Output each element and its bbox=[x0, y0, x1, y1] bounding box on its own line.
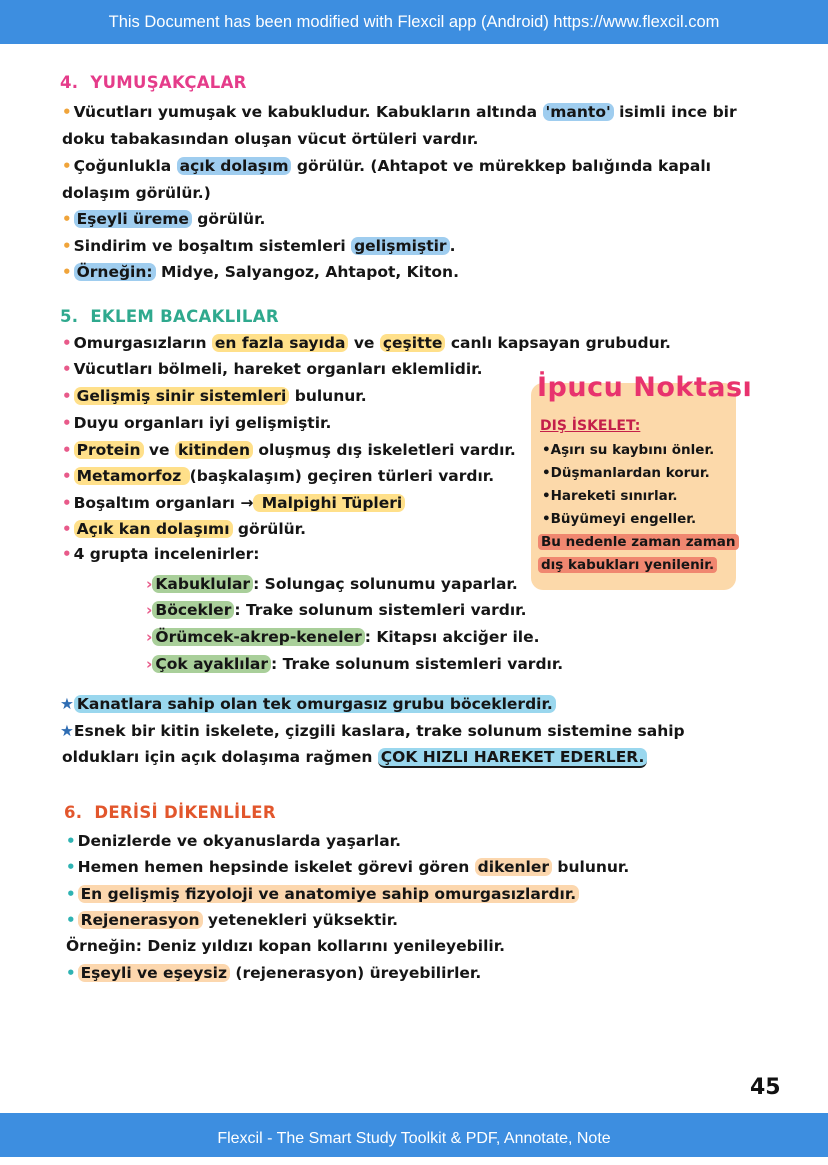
bullet-icon: • bbox=[62, 494, 72, 512]
group-line: › Çok ayaklılar : Trake solunum sistemleri vardır. bbox=[146, 655, 564, 673]
chevron-icon: › bbox=[146, 628, 153, 646]
bullet-icon: • bbox=[62, 467, 72, 485]
highlight: Gelişmiş sinir sistemleri bbox=[74, 387, 290, 405]
highlight: Kanatlara sahip olan tek omurgasız grubu böceklerdir. bbox=[74, 695, 556, 713]
group-line: › Kabuklular : Solungaç solunumu yaparlar. bbox=[146, 575, 518, 593]
tip-item: •Aşırı su kaybını önler. bbox=[542, 442, 715, 458]
bullet-icon: • bbox=[62, 520, 72, 538]
text-line: • 4 grupta incelenirler: bbox=[62, 545, 260, 563]
highlight: En gelişmiş fizyoloji ve anatomiye sahip omurgasızlardır. bbox=[78, 885, 580, 903]
group-line: › Örümcek-akrep-keneler : Kitapsı akciğer ile. bbox=[146, 628, 540, 646]
bullet-icon: • bbox=[66, 964, 76, 982]
bullet-icon: • bbox=[62, 263, 72, 281]
bullet-icon: • bbox=[62, 360, 72, 378]
text-line: • Omurgasızların en fazla sayıda ve çeşitte canlı kapsayan grubudur. bbox=[62, 334, 671, 352]
tip-subtitle: DIŞ İSKELET: bbox=[540, 418, 641, 434]
text-line: • Eşeyli ve eşeysiz (rejenerasyon) üreyebilirler. bbox=[66, 964, 482, 982]
page-number: 45 bbox=[750, 1075, 781, 1100]
highlight: Malpighi Tüpleri bbox=[253, 494, 405, 512]
tip-item: •Düşmanlardan korur. bbox=[542, 465, 710, 481]
highlight: açık dolaşım bbox=[177, 157, 292, 175]
text-line: • Vücutları yumuşak ve kabukludur. Kabukların altında 'manto' isimli ince bir bbox=[62, 103, 737, 121]
highlight: Eşeyli üreme bbox=[74, 210, 192, 228]
text-line: • Denizlerde ve okyanuslarda yaşarlar. bbox=[66, 832, 401, 850]
bullet-icon: • bbox=[62, 441, 72, 459]
highlight: 'manto' bbox=[543, 103, 614, 121]
bullet-icon: • bbox=[62, 414, 72, 432]
star-note: ★Esnek bir kitin iskelete, çizgili kaslara, trake solunum sistemine sahip bbox=[60, 722, 685, 740]
star-icon: ★ bbox=[60, 695, 74, 713]
bullet-icon: • bbox=[66, 858, 76, 876]
section-number: 4. bbox=[60, 73, 79, 92]
text-line: • Örneğin: Midye, Salyangoz, Ahtapot, Kiton. bbox=[62, 263, 459, 281]
highlight: Örneğin: bbox=[74, 263, 156, 281]
text-line: • Metamorfoz (başkalaşım) geçiren türleri vardır. bbox=[62, 467, 495, 485]
highlight: dikenler bbox=[475, 858, 552, 876]
highlight: çeşitte bbox=[380, 334, 446, 352]
star-note bbox=[60, 695, 556, 713]
section-4-heading bbox=[60, 73, 247, 92]
section-number: 6. bbox=[64, 803, 83, 822]
text-line: • Eşeyli üreme görülür. bbox=[62, 210, 266, 228]
bullet-icon: • bbox=[66, 911, 76, 929]
text-line: • Boşaltım organları → Malpighi Tüpleri bbox=[62, 494, 405, 512]
text-line: • Duyu organları iyi gelişmiştir. bbox=[62, 414, 332, 432]
text-line: • Açık kan dolaşımı görülür. bbox=[62, 520, 307, 538]
text-line: • Protein ve kitinden oluşmuş dış iskeletleri vardır. bbox=[62, 441, 516, 459]
highlight: gelişmiştir bbox=[351, 237, 450, 255]
bullet-icon: • bbox=[62, 334, 72, 352]
bullet-icon: • bbox=[66, 885, 76, 903]
section-6-heading bbox=[64, 803, 276, 822]
section-title: DERİSİ DİKENLİLER bbox=[94, 803, 276, 822]
bullet-icon: • bbox=[62, 545, 72, 563]
text-line: • Hemen hemen hepsinde iskelet görevi gören dikenler bulunur. bbox=[66, 858, 630, 876]
highlight: kitinden bbox=[175, 441, 253, 459]
text-line: • Rejenerasyon yetenekleri yüksektir. bbox=[66, 911, 399, 929]
highlight: Çok ayaklılar bbox=[152, 655, 271, 673]
bullet-icon: • bbox=[62, 387, 72, 405]
text-line: Örneğin: Deniz yıldızı kopan kollarını yenileyebilir. bbox=[66, 937, 506, 955]
bullet-icon: • bbox=[62, 237, 72, 255]
star-icon: ★ bbox=[60, 722, 74, 740]
tip-highlight: Bu nedenle zaman zaman bbox=[538, 534, 739, 550]
text-line: oldukları için açık dolaşıma rağmen ÇOK HIZLI HAREKET EDERLER. bbox=[62, 748, 647, 766]
bullet-icon: • bbox=[62, 157, 72, 175]
arrow-icon: → bbox=[240, 494, 254, 512]
highlight: Böcekler bbox=[152, 601, 234, 619]
bullet-icon: • bbox=[62, 103, 72, 121]
section-number: 5. bbox=[60, 307, 79, 326]
section-title: EKLEM BACAKLILAR bbox=[90, 307, 279, 326]
section-5-heading bbox=[60, 307, 279, 326]
tip-title: İpucu Noktası bbox=[537, 372, 753, 403]
text-line: • Çoğunlukla açık dolaşım görülür. (Ahtapot ve mürekkep balığında kapalı bbox=[62, 157, 711, 175]
highlight: Metamorfoz bbox=[74, 467, 190, 485]
flexcil-top-banner: This Document has been modified with Flexcil app (Android) https://www.flexcil.com bbox=[0, 0, 828, 44]
highlight: Örümcek-akrep-keneler bbox=[152, 628, 364, 646]
tip-item: •Hareketi sınırlar. bbox=[542, 488, 678, 504]
section-title: YUMUŞAKÇALAR bbox=[90, 73, 247, 92]
highlight: Açık kan dolaşımı bbox=[74, 520, 233, 538]
highlight: Kabuklular bbox=[152, 575, 253, 593]
chevron-icon: › bbox=[146, 601, 153, 619]
chevron-icon: › bbox=[146, 575, 153, 593]
bullet-icon: • bbox=[62, 210, 72, 228]
highlight: ÇOK HIZLI HAREKET EDERLER. bbox=[378, 748, 648, 768]
text-line bbox=[66, 885, 579, 903]
bullet-icon: • bbox=[66, 832, 76, 850]
tip-item: •Büyümeyi engeller. bbox=[542, 511, 697, 527]
group-line: › Böcekler : Trake solunum sistemleri vardır. bbox=[146, 601, 527, 619]
text-line: • Vücutları bölmeli, hareket organları eklemlidir. bbox=[62, 360, 483, 378]
text-line: dolaşım görülür.) bbox=[62, 184, 211, 202]
highlight: Rejenerasyon bbox=[78, 911, 203, 929]
tip-highlight: dış kabukları yenilenir. bbox=[538, 557, 717, 573]
highlight: Eşeyli ve eşeysiz bbox=[78, 964, 230, 982]
highlight: Protein bbox=[74, 441, 144, 459]
text-line: doku tabakasından oluşan vücut örtüleri vardır. bbox=[62, 130, 479, 148]
highlight: en fazla sayıda bbox=[212, 334, 349, 352]
chevron-icon: › bbox=[146, 655, 153, 673]
flexcil-bottom-banner: Flexcil - The Smart Study Toolkit & PDF, Annotate, Note bbox=[0, 1113, 828, 1157]
text-line: • Gelişmiş sinir sistemleri bulunur. bbox=[62, 387, 367, 405]
text-line: • Sindirim ve boşaltım sistemleri gelişmiştir . bbox=[62, 237, 456, 255]
